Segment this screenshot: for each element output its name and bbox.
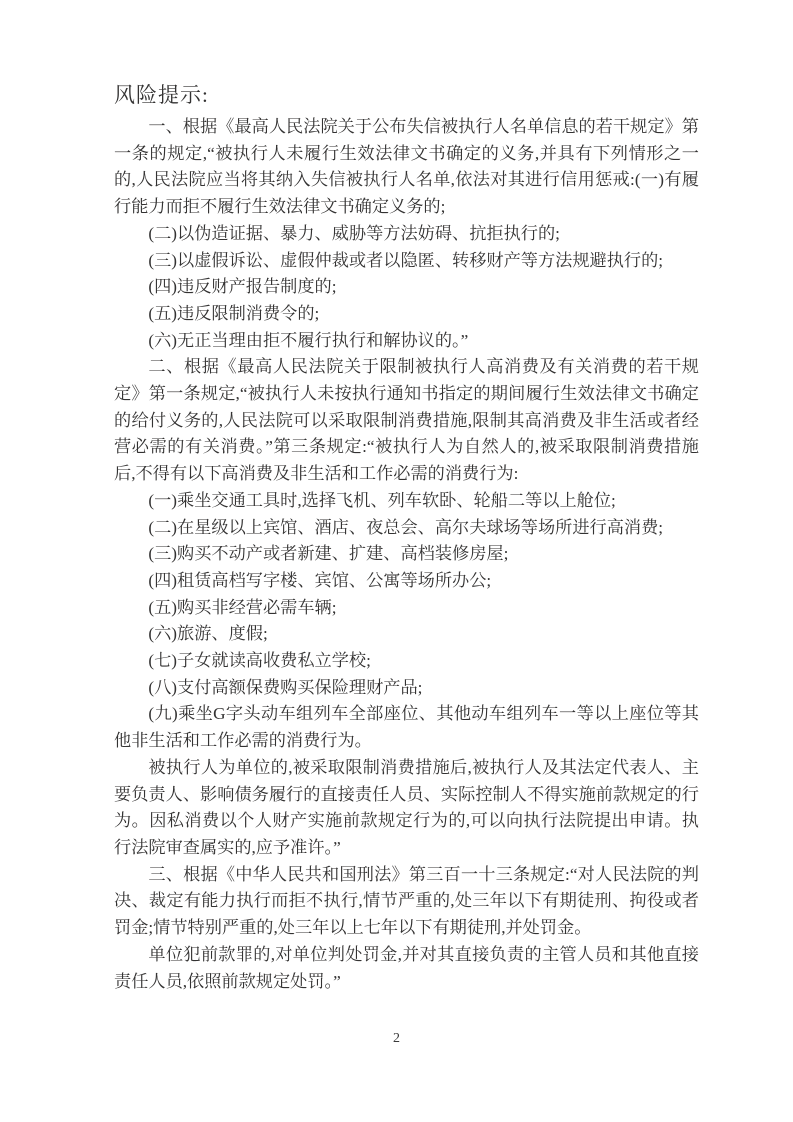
para-section-2-intro: 二、根据《最高人民法院关于限制被执行人高消费及有关消费的若干规定》第一条规定,“被执行人未按执行通知书指定的期间履行生效法律文书确定的给付义务的,人民法院可以采取限制消费措施,限制其高消费及非生活或者经营必需的有关消费。”第三条规定:“被执行人为自然人的,被采取限制消费措施后,不得有以下高消费及非生活和工作必需的消费行为: xyxy=(114,357,699,484)
para-section-2-unit-provision: 被执行人为单位的,被采取限制消费措施后,被执行人及其法定代表人、主要负责人、影响债务履行的直接责任人员、实际控制人不得实施前款规定的行为。因私消费以个人财产实施前款规定行为的,可以向执行法院提出申请。执行法院审查属实的,应予准许。” xyxy=(114,757,699,857)
para-section-1-item-6: (六)无正当理由拒不履行执行和解协议的。” xyxy=(148,330,469,350)
para-section-2-item-5: (五)购买非经营必需车辆; xyxy=(148,597,337,617)
para-section-3-intro: 三、根据《中华人民共和国刑法》第三百一十三条规定:“对人民法院的判决、裁定有能力执行而拒不执行,情节严重的,处三年以下有期徒刑、拘役或者罚金;情节特别严重的,处三年以上七年以下有期徒刑,并处罚金。 xyxy=(114,864,699,938)
para-section-1-item-3: (三)以虚假诉讼、虚假仲裁或者以隐匿、转移财产等方法规避执行的; xyxy=(148,250,664,270)
document-body xyxy=(114,80,699,995)
para-section-3-unit-penalty: 单位犯前款罪的,对单位判处罚金,并对其直接负责的主管人员和其他直接责任人员,依照前款规定处罚。” xyxy=(114,944,699,991)
page-number: 2 xyxy=(393,1031,400,1046)
para-section-1-item-4: (四)违反财产报告制度的; xyxy=(148,277,337,297)
para-section-2-item-9: (九)乘坐G字头动车组列车全部座位、其他动车组列车一等以上座位等其他非生活和工作必需的消费行为。 xyxy=(114,704,699,751)
para-section-2-item-7: (七)子女就读高收费私立学校; xyxy=(148,651,371,671)
para-section-2-item-1: (一)乘坐交通工具时,选择飞机、列车软卧、轮船二等以上舱位; xyxy=(148,490,616,510)
para-section-2-item-4: (四)租赁高档写字楼、宾馆、公寓等场所办公; xyxy=(148,570,492,590)
document-title: 风险提示: xyxy=(114,83,209,107)
para-section-2-item-3: (三)购买不动产或者新建、扩建、高档装修房屋; xyxy=(148,544,509,564)
para-section-1-intro: 一、根据《最高人民法院关于公布失信被执行人名单信息的若干规定》第一条的规定,“被执行人未履行生效法律文书确定的义务,并具有下列情形之一的,人民法院应当将其纳入失信被执行人名单,依法对其进行信用惩戒:(一)有履行能力而拒不履行生效法律文书确定义务的; xyxy=(114,117,699,217)
para-section-2-item-8: (八)支付高额保费购买保险理财产品; xyxy=(148,677,423,697)
para-section-1-item-5: (五)违反限制消费令的; xyxy=(148,303,320,323)
para-section-2-item-6: (六)旅游、度假; xyxy=(148,624,268,644)
para-section-1-item-2: (二)以伪造证据、暴力、威胁等方法妨碍、抗拒执行的; xyxy=(148,223,560,243)
para-section-2-item-2: (二)在星级以上宾馆、酒店、夜总会、高尔夫球场等场所进行高消费; xyxy=(148,517,664,537)
